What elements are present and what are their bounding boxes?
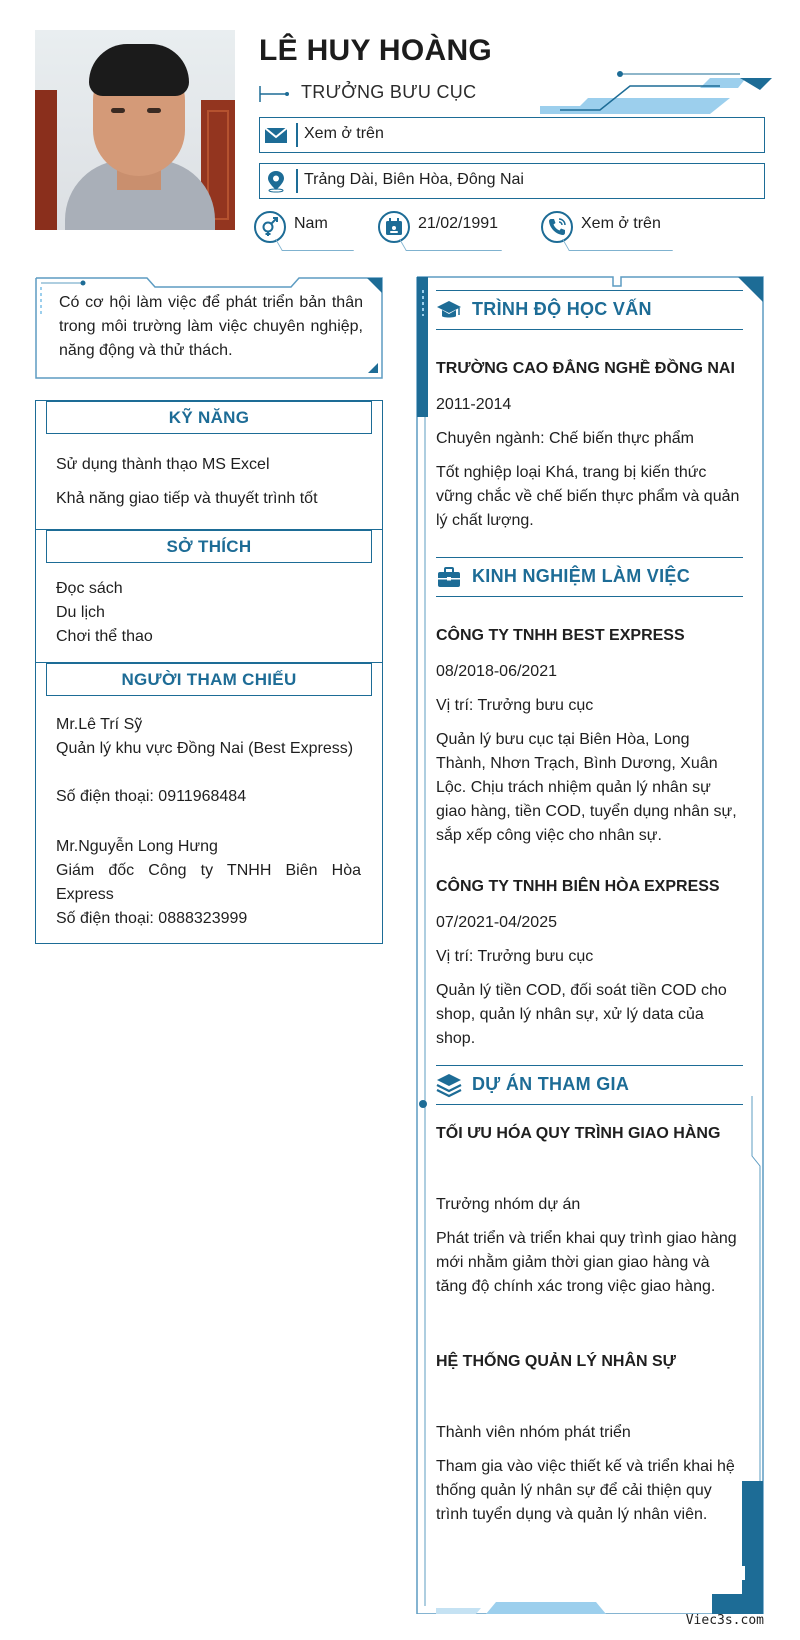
education-period: 2011-2014 — [436, 396, 512, 413]
briefcase-icon — [436, 564, 462, 590]
company-name: CÔNG TY TNHH BIÊN HÒA EXPRESS — [436, 878, 720, 895]
project-description: Phát triển và triển khai quy trình giao hàng mới nhằm giảm thời gian giao hàng và tăng độ chính xác trong việc giao hàng. — [436, 1230, 737, 1295]
address-value: Trảng Dài, Biên Hòa, Đông Nai — [304, 171, 524, 188]
email-row — [259, 117, 765, 153]
title-decoration — [259, 84, 291, 104]
address-row — [259, 163, 765, 199]
education-description: Tốt nghiệp loại Khá, trang bị kiến thức vững chắc về chế biến thực phẩm và quản lý chất lượng. — [436, 464, 740, 529]
projects-heading-label: DỰ ÁN THAM GIA — [472, 1074, 630, 1094]
reference-name: Mr.Lê Trí Sỹ — [56, 716, 143, 733]
job-position: Vị trí: Trưởng bưu cục — [436, 697, 594, 714]
references-heading: NGƯỜI THAM CHIẾU — [46, 663, 372, 696]
objective-text: Có cơ hội làm việc để phát triển bản thân trong môi trường làm việc chuyên nghiệp, năng động và thử thách. — [59, 294, 363, 359]
skills-section — [35, 400, 383, 530]
education-heading-label: TRÌNH ĐỘ HỌC VẤN — [472, 299, 652, 319]
projects-heading — [436, 1065, 743, 1105]
project-description: Tham gia vào việc thiết kế và triển khai hệ thống quản lý nhân sự để cải thiện quy trình tuyển dụng và quản lý nhân viên. — [436, 1458, 735, 1523]
reference-phone: Số điện thoại: 0888323999 — [56, 910, 248, 927]
reference-role: Quản lý khu vực Đồng Nai (Best Express) — [56, 740, 354, 757]
hobby-item: Du lịch — [56, 604, 105, 621]
layers-icon — [436, 1072, 462, 1098]
skills-heading: KỸ NĂNG — [46, 401, 372, 434]
circuit-decoration — [540, 70, 772, 116]
location-icon — [263, 169, 289, 193]
phone-icon — [547, 217, 567, 237]
reference-name: Mr.Nguyễn Long Hưng — [56, 838, 218, 855]
reference-phone: Số điện thoại: 0911968484 — [56, 788, 247, 805]
hobbies-heading: SỞ THÍCH — [46, 530, 372, 563]
phone-item — [541, 211, 681, 251]
references-section — [35, 662, 383, 944]
calendar-icon — [384, 217, 404, 237]
candidate-name: LÊ HUY HOÀNG — [259, 34, 493, 67]
job-title: TRƯỞNG BƯU CỤC — [301, 82, 477, 102]
job-period: 07/2021-04/2025 — [436, 914, 557, 931]
graduation-cap-icon — [436, 297, 462, 323]
phone-value: Xem ở trên — [581, 215, 661, 232]
birthday-item — [378, 211, 518, 251]
reference-role: Giám đốc Công ty TNHH Biên Hòa Express — [56, 862, 361, 903]
education-heading — [436, 290, 743, 330]
gender-item — [254, 211, 364, 251]
email-value: Xem ở trên — [304, 125, 384, 142]
email-icon — [263, 123, 289, 147]
company-name: CÔNG TY TNHH BEST EXPRESS — [436, 627, 685, 644]
skill-item: Sử dụng thành thạo MS Excel — [56, 456, 270, 473]
school-name: TRƯỜNG CAO ĐẲNG NGHỀ ĐỒNG NAI — [436, 360, 735, 377]
gender-value: Nam — [294, 215, 328, 232]
footer-watermark: Viec3s.com — [685, 1613, 764, 1628]
experience-heading-label: KINH NGHIỆM LÀM VIỆC — [472, 566, 691, 586]
education-major: Chuyên ngành: Chế biến thực phẩm — [436, 430, 694, 447]
job-description: Quản lý bưu cục tại Biên Hòa, Long Thành, Nhơn Trạch, Bình Dương, Xuân Lộc. Chịu trách nhiệm quản lý nhân sự giao hàng, tiền COD, tuyển dụng nhân sự, sắp xếp công việc cho nhân sự. — [436, 731, 737, 844]
project-role: Thành viên nhóm phát triển — [436, 1424, 631, 1441]
experience-heading — [436, 557, 743, 597]
hobbies-section — [35, 529, 383, 663]
career-objective — [35, 277, 383, 379]
skill-item: Khả năng giao tiếp và thuyết trình tốt — [56, 490, 318, 507]
hobby-item: Đọc sách — [56, 580, 123, 597]
hobby-item: Chơi thể thao — [56, 628, 153, 645]
profile-photo — [35, 30, 235, 230]
project-name: HỆ THỐNG QUẢN LÝ NHÂN SỰ — [436, 1353, 676, 1370]
gender-icon — [260, 217, 280, 237]
job-period: 08/2018-06/2021 — [436, 663, 557, 680]
project-role: Trưởng nhóm dự án — [436, 1196, 581, 1213]
job-position: Vị trí: Trưởng bưu cục — [436, 948, 594, 965]
birthday-value: 21/02/1991 — [418, 215, 499, 232]
project-name: TỐI ƯU HÓA QUY TRÌNH GIAO HÀNG — [436, 1125, 721, 1142]
job-description: Quản lý tiền COD, đối soát tiền COD cho shop, quản lý nhân sự, xử lý data của shop. — [436, 982, 727, 1047]
